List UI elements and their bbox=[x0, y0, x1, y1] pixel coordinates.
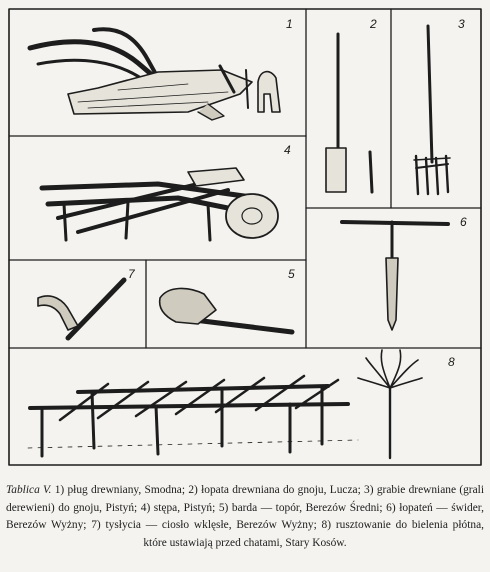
panel-label-8: 8 bbox=[448, 355, 455, 369]
illustration-plate bbox=[8, 8, 482, 466]
plate-caption bbox=[6, 482, 484, 552]
panel-label-2: 2 bbox=[370, 17, 377, 31]
panel-label-3: 3 bbox=[458, 17, 465, 31]
panel-label-6: 6 bbox=[460, 215, 467, 229]
caption-lead: Tablica V. bbox=[6, 484, 52, 496]
fork-icon bbox=[414, 26, 450, 194]
axe-icon bbox=[160, 288, 292, 332]
panel-label-1: 1 bbox=[286, 17, 293, 31]
panel-label-4: 4 bbox=[284, 143, 291, 157]
panel-label-5: 5 bbox=[288, 267, 295, 281]
auger-icon bbox=[342, 222, 448, 330]
panel-label-7: 7 bbox=[128, 267, 135, 281]
mortar-icon bbox=[42, 168, 278, 240]
shovel-icon bbox=[326, 34, 372, 192]
drying-rack-icon bbox=[28, 350, 422, 458]
adze-icon bbox=[38, 280, 124, 338]
caption-text: 1) pług drewniany, Smodna; 2) łopata drewniana do gnoju, Lucza; 3) grabie drewniane (grali derewieni) do gnoju, Pistyń; 4) stępa, Pistyń; 5) barda — topór, Berezów Średni; 6) łopateń — świder, Berezów Wyżny; 7) tysłycia — ciosło wklęsłe, Berezów Wyżny; 8) rusztowanie do bielenia płótna, które ustawiają przed chatami, Stary Kosów. bbox=[6, 484, 484, 549]
plough-icon bbox=[30, 29, 280, 120]
